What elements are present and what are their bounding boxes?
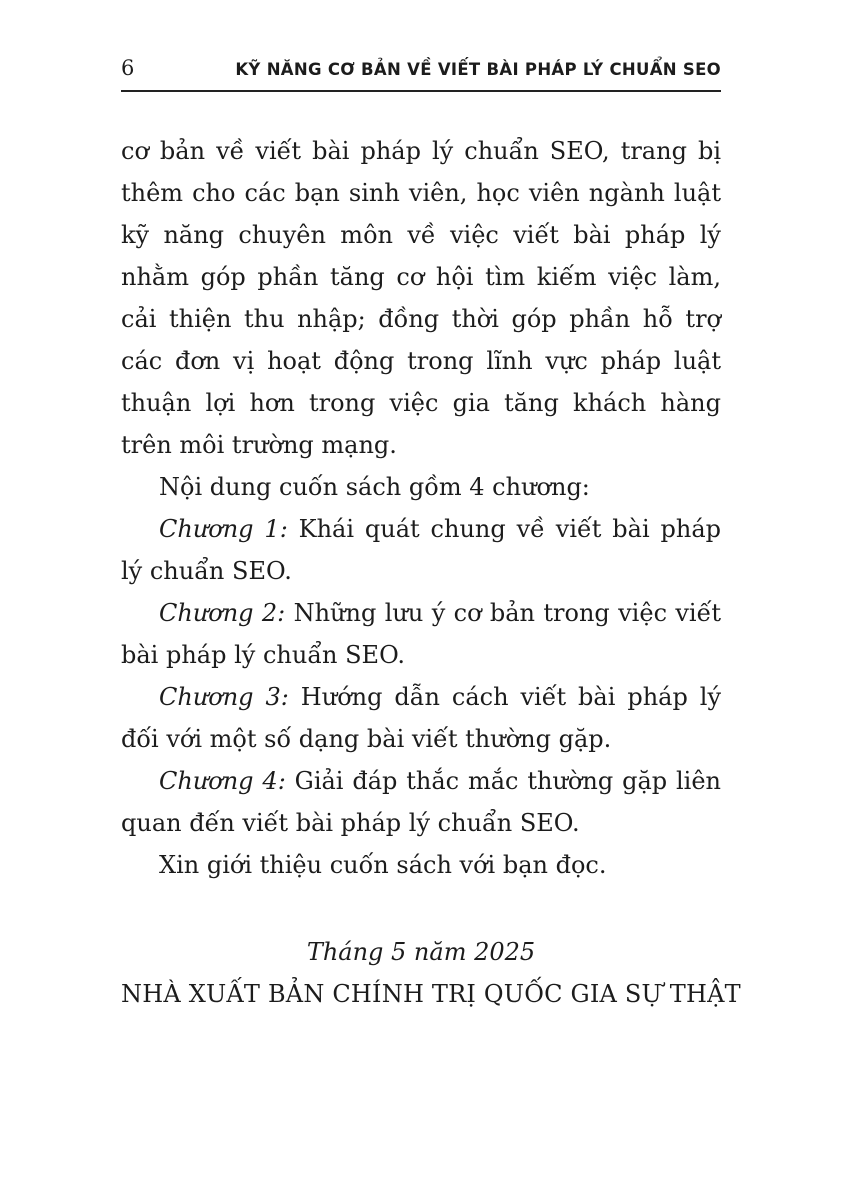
paragraph-text: Giải đáp thắc mắc thường gặp liên quan đến viết bài pháp lý chuẩn SEO. [121,767,721,837]
chapter-lead: Chương 3: [159,683,289,711]
closing-block [121,932,741,1014]
chapter-lead: Chương 4: [159,767,286,795]
chapter-paragraph [121,592,721,676]
chapter-paragraph [121,508,721,592]
paragraph-text: Nội dung cuốn sách gồm 4 chương: [159,473,590,501]
publication-date: Tháng 5 năm 2025 [306,938,536,966]
running-title: KỸ NĂNG CƠ BẢN VỀ VIẾT BÀI PHÁP LÝ CHUẨN SEO [235,60,721,79]
paragraph-text: cơ bản về viết bài pháp lý chuẩn SEO, trang bị thêm cho các bạn sinh viên, học viên ngành luật kỹ năng chuyên môn về việc viết bài pháp lý nhằm góp phần tăng cơ hội tìm kiếm việc làm, cải thiện thu nhập; đồng thời góp phần hỗ trợ các đơn vị hoạt động trong lĩnh vực pháp luật thuận lợi hơn trong việc gia tăng khách hàng trên môi trường mạng. [121,137,721,459]
page-number: 6 [121,56,135,80]
body-paragraph [121,466,721,508]
chapter-paragraph [121,676,721,760]
chapter-lead: Chương 2: [159,599,286,627]
body-text [121,130,721,886]
chapter-paragraph [121,760,721,844]
publisher-name: NHÀ XUẤT BẢN CHÍNH TRỊ QUỐC GIA SỰ THẬT [121,980,741,1008]
paragraph-text: Xin giới thiệu cuốn sách với bạn đọc. [159,851,607,879]
page-header [121,56,721,92]
body-paragraph [121,844,721,886]
body-paragraph [121,130,721,466]
paragraph-text: Khái quát chung về viết bài pháp lý chuẩn SEO. [121,515,722,585]
chapter-lead: Chương 1: [159,515,288,543]
paragraph-text: Hướng dẫn cách viết bài pháp lý đối với một số dạng bài viết thường gặp. [121,683,722,753]
paragraph-text: Những lưu ý cơ bản trong việc viết bài pháp lý chuẩn SEO. [121,599,722,669]
